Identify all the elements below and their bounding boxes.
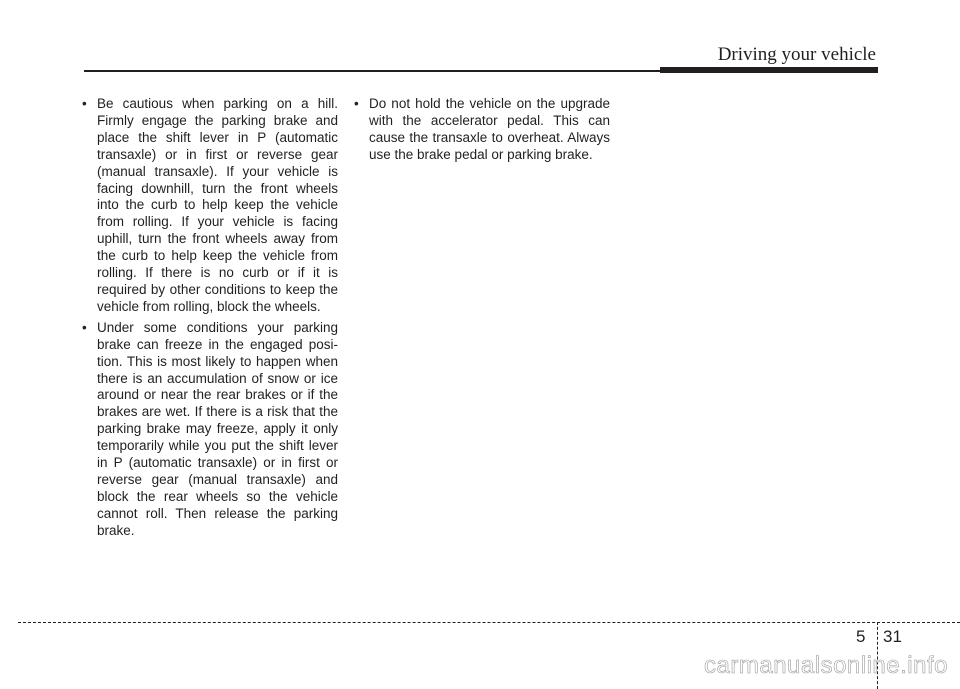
chapter-number: 5 [856,627,866,646]
bullet-dot: • [82,319,87,335]
header-rule-thin [84,70,660,72]
left-column [82,96,338,544]
right-column [354,96,610,168]
bullet-text-brake-freeze: Under some conditions your parking brake can freeze in the engaged posi-tion. This is most likely to happen when there is an accumulation of snow or ice around or near the rear brakes or if the brakes are wet. If there is a risk that the parking brake may freeze, apply it only temporarily while you put the shift lever in P (automatic transaxle) or in first or reverse gear (manual transaxle) and block the rear wheels so the vehicle cannot roll. Then release the parking brake. [97,319,338,538]
watermark: carmanualsonline.info [704,652,948,679]
header-rule-thick [660,67,878,73]
bullet-dot: • [354,96,359,111]
section-title: Driving your vehicle [717,44,876,65]
bullet-item [82,96,338,316]
page-number: 31 [883,627,902,646]
bullet-text-parking-hill: Be cautious when parking on a hill. Firmly engage the parking brake and place the shift lever in P (automatic transaxle) or in first or reverse gear (manual transaxle). If your vehicle is facing downhill, turn the front wheels into the curb to help keep the vehicle from rolling. If your vehicle is facing uphill, turn the front wheels away from the curb to help keep the vehicle from rolling. If there is no curb or if it is required by other conditions to keep the vehicle from rolling, block the wheels. [97,96,338,314]
bullet-dot: • [82,96,87,111]
footer-rule [18,622,960,623]
bullet-item [354,96,610,164]
bullet-text-upgrade: Do not hold the vehicle on the upgrade with the accelerator pedal. This can cause the transaxle to overheat. Always use the brake pedal or parking brake. [369,96,610,162]
bullet-item [82,320,338,540]
